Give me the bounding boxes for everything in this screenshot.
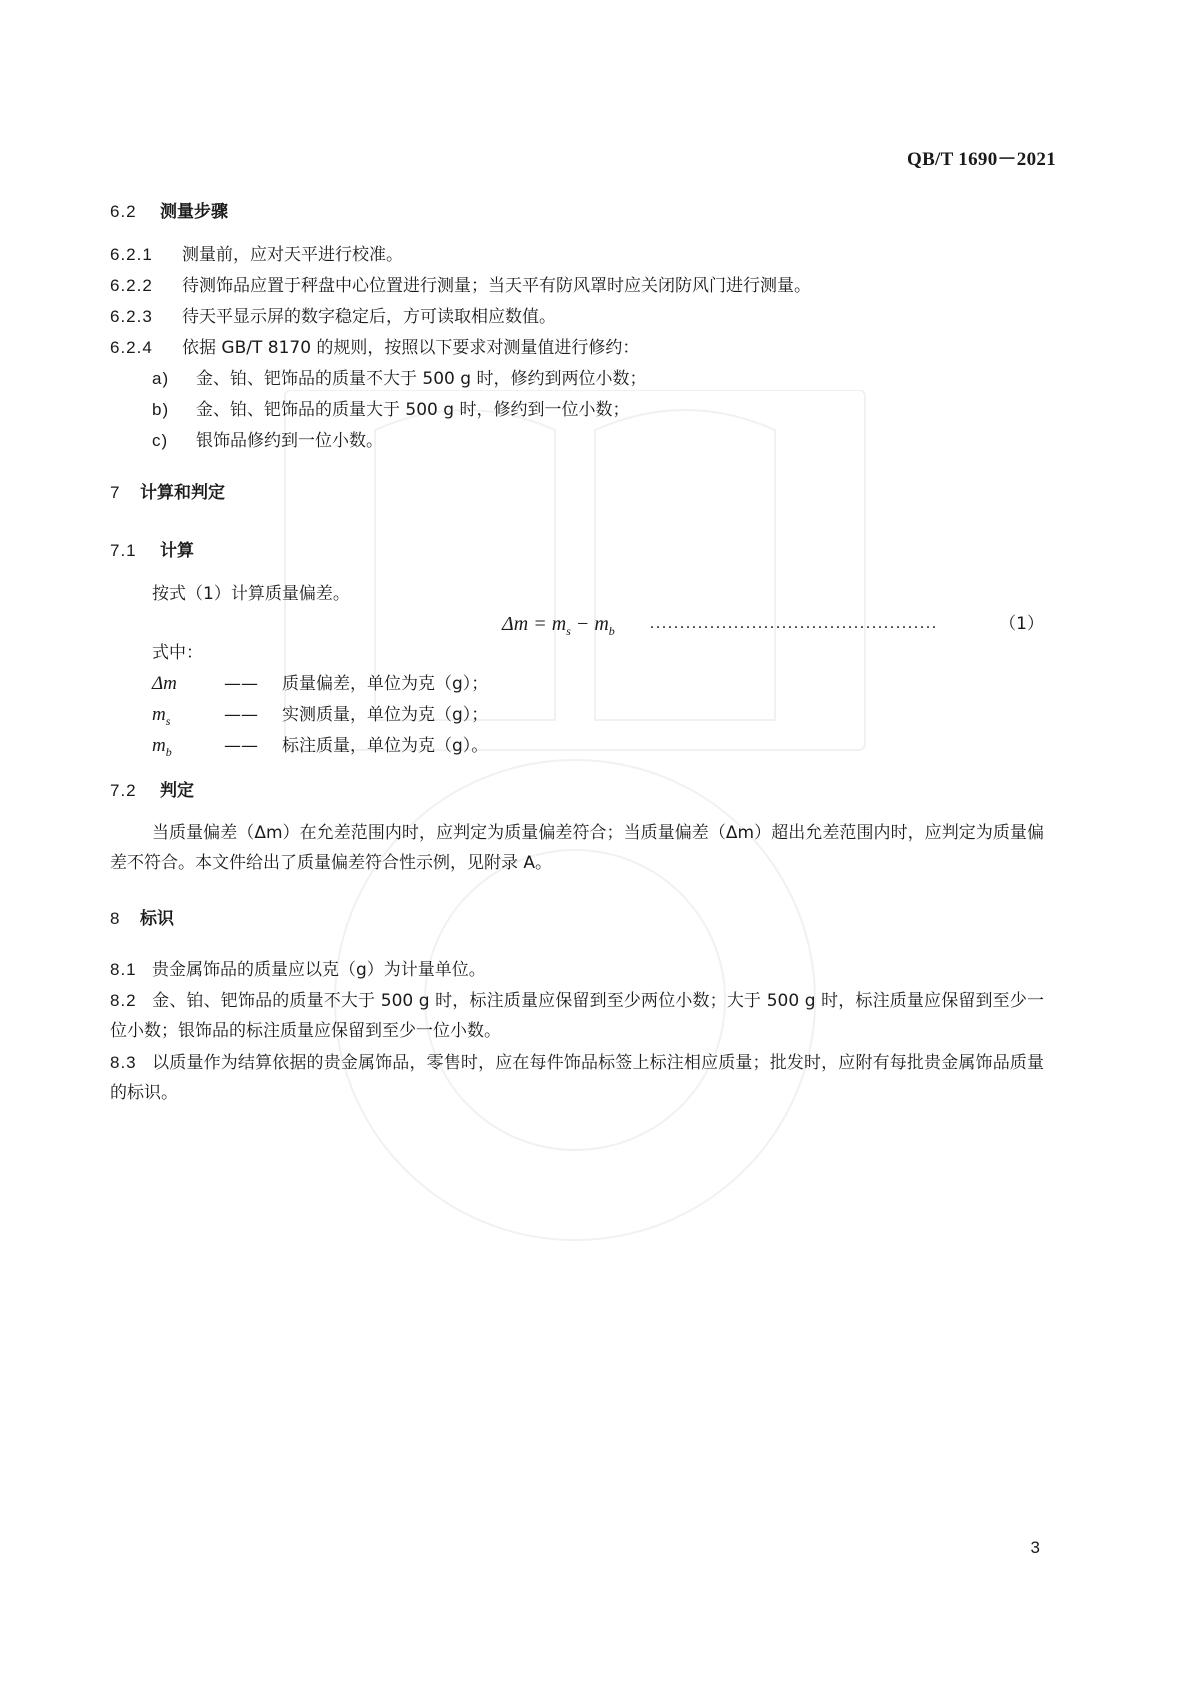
clause-6-2-3 <box>110 302 1044 332</box>
formula-equals: = <box>533 613 547 635</box>
section-number: 7 <box>110 483 121 502</box>
clause-text: 待天平显示屏的数字稳定后，方可读取相应数值。 <box>182 307 556 327</box>
heading-7 <box>110 478 1044 508</box>
clause-6-2-2 <box>110 271 1044 301</box>
where-dash: —— <box>224 705 258 725</box>
section-number: 7.2 <box>110 781 137 800</box>
where-dash: —— <box>224 736 258 756</box>
list-marker: b) <box>152 400 170 419</box>
section-title: 计算和判定 <box>140 483 225 503</box>
clause-8-1 <box>110 955 1044 985</box>
list-text: 金、铂、钯饰品的质量大于 500 g 时，修约到一位小数； <box>196 400 630 420</box>
clause-text: 依据 GB/T 8170 的规则，按照以下要求对测量值进行修约： <box>182 338 640 358</box>
where-label: 式中： <box>152 643 203 663</box>
where-dash: —— <box>224 674 258 694</box>
clause-number: 8.1 <box>110 960 137 979</box>
formula-minus: − <box>575 613 590 635</box>
list-text: 银饰品修约到一位小数。 <box>196 431 383 451</box>
clause-text: 贵金属饰品的质量应以克（g）为计量单位。 <box>152 960 486 980</box>
formula-number: （1） <box>999 614 1044 634</box>
section-number: 8 <box>110 909 121 928</box>
where-symbol: $m_s$ <box>152 704 171 728</box>
formula-leader-dots: ................................................ <box>650 615 938 632</box>
section-title: 判定 <box>160 781 194 801</box>
clause-8-2 <box>110 986 1044 1046</box>
where-description: 标注质量，单位为克（g）。 <box>282 736 489 756</box>
formula-lhs: Δm <box>502 613 529 635</box>
standard-number: QB/T 1690－2021 <box>906 149 1056 170</box>
where-symbol: Δm <box>152 673 177 694</box>
clause-text: 测量前，应对天平进行校准。 <box>182 245 403 265</box>
section-number: 6.2 <box>110 202 137 221</box>
heading-7-2 <box>110 776 1044 806</box>
formula-1 <box>110 609 1044 639</box>
formula-term-mb: $m_b$ <box>594 613 615 638</box>
where-item-mb <box>110 731 1086 767</box>
where-description: 实测质量，单位为克（g）； <box>282 705 489 725</box>
clause-number: 8.2 <box>110 991 137 1010</box>
clause-number: 6.2.3 <box>110 307 153 326</box>
clause-number: 8.3 <box>110 1053 137 1072</box>
section-title: 标识 <box>140 909 174 929</box>
formula-term-ms: $m_s$ <box>551 613 571 638</box>
list-item-b <box>110 395 1086 425</box>
clause-6-2-1 <box>110 240 1044 270</box>
clause-number: 6.2.1 <box>110 245 153 264</box>
list-item-a <box>110 364 1086 394</box>
heading-8 <box>110 904 1044 934</box>
clause-6-2-4 <box>110 333 1044 363</box>
section-number: 7.1 <box>110 541 137 560</box>
section-title: 计算 <box>160 541 194 561</box>
section-title: 测量步骤 <box>160 202 228 222</box>
formula-intro: 按式（1）计算质量偏差。 <box>152 584 350 604</box>
list-item-c <box>110 426 1086 456</box>
clause-number: 6.2.4 <box>110 338 153 357</box>
list-text: 金、铂、钯饰品的质量不大于 500 g 时，修约到两位小数； <box>196 369 647 389</box>
clause-text: 以质量作为结算依据的贵金属饰品，零售时，应在每件饰品标签上标注相应质量；批发时，应附有每批贵金属饰品质量的标识。 <box>110 1053 1044 1103</box>
heading-7-1 <box>110 536 1044 566</box>
where-description: 质量偏差，单位为克（g）； <box>282 674 489 694</box>
clause-8-3 <box>110 1048 1044 1108</box>
clause-text: 待测饰品应置于秤盘中心位置进行测量；当天平有防风罩时应关闭防风门进行测量。 <box>182 276 811 296</box>
paragraph-7-2: 当质量偏差（Δm）在允差范围内时，应判定为质量偏差符合；当质量偏差（Δm）超出允差范围内时，应判定为质量偏差不符合。本文件给出了质量偏差符合性示例，见附录 A。 <box>110 823 1044 873</box>
list-marker: c) <box>152 431 169 450</box>
heading-6-2 <box>110 197 1044 227</box>
where-symbol: $m_b$ <box>152 735 172 759</box>
clause-text: 金、铂、钯饰品的质量不大于 500 g 时，标注质量应保留到至少两位小数；大于 500 g 时，标注质量应保留到至少一位小数；银饰品的标注质量应保留到至少一位小数。 <box>110 991 1044 1041</box>
page-number: 3 <box>1030 1538 1040 1557</box>
list-marker: a) <box>152 369 170 388</box>
clause-number: 6.2.2 <box>110 276 153 295</box>
